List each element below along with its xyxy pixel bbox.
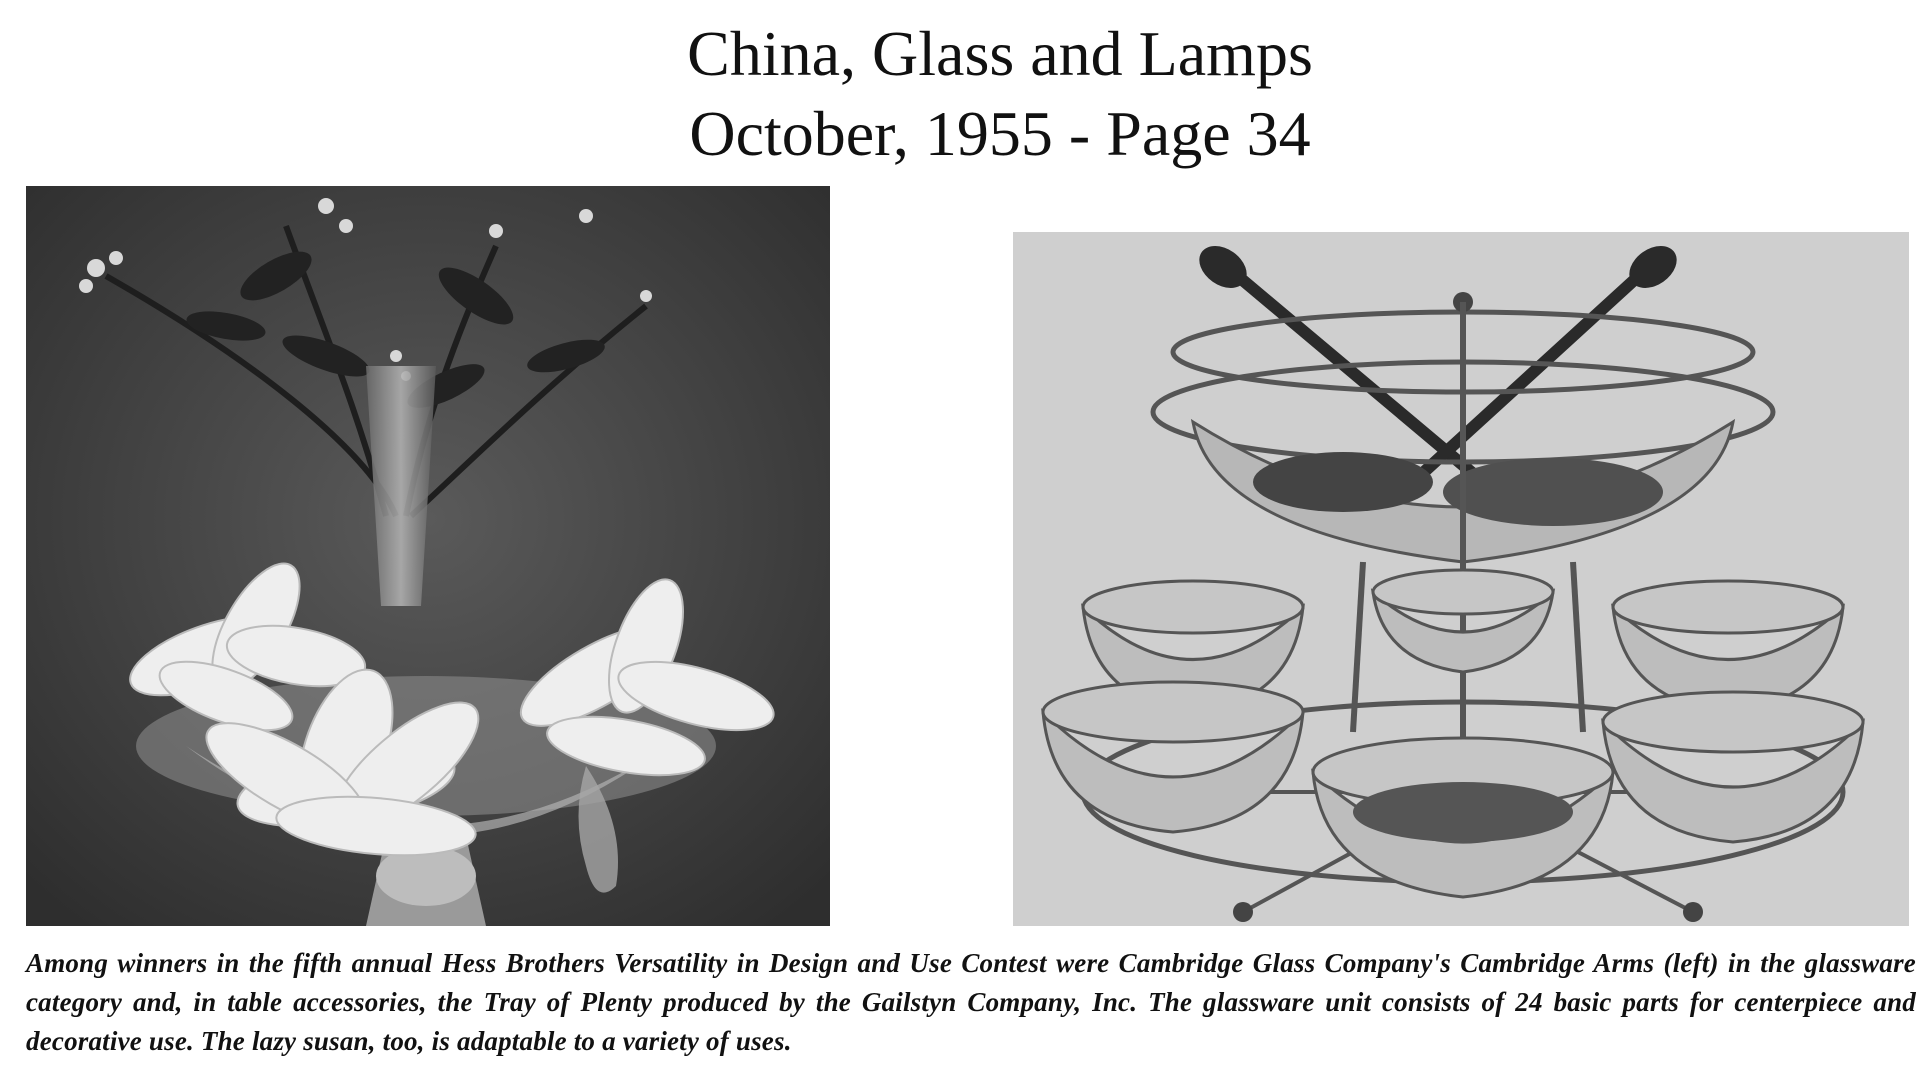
page-title-line1: China, Glass and Lamps — [687, 18, 1313, 89]
photo-glass-centerpiece — [26, 186, 830, 926]
photo-caption: Among winners in the fifth annual Hess Brothers Versatility in Design and Use Contest were Cambridge Glass Company's Cambridge Arms (left) in the glassware category and, in table accessories, the Tray of Plenty produced by the Gailstyn Company, Inc. The glassware unit consists of 24 basic parts for centerpiece and decorative use. The lazy susan, too, is adaptable to a variety of uses. — [26, 948, 1916, 1056]
photo-tray-of-plenty — [1013, 232, 1909, 926]
glass-centerpiece-illustration — [26, 186, 830, 926]
page-title-line2: October, 1955 - Page 34 — [689, 98, 1311, 169]
lazy-susan-illustration — [1013, 232, 1909, 926]
